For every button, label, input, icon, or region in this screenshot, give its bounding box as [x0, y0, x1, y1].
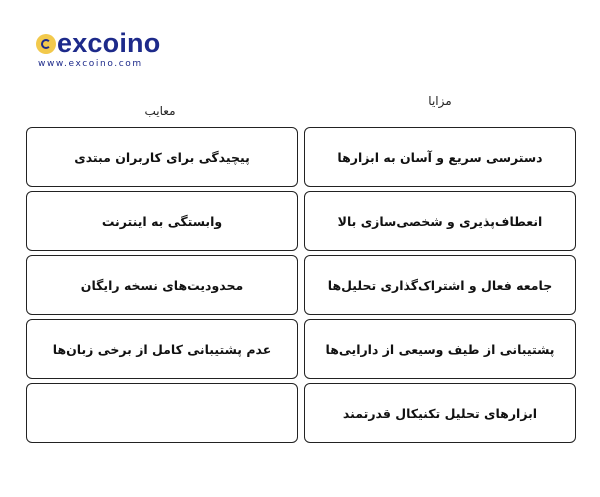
advantage-cell: پشتیبانی از طیف وسیعی از دارایی‌ها: [304, 319, 576, 379]
disadvantages-header: معایب: [144, 104, 176, 118]
disadvantage-cell-empty: [26, 383, 298, 443]
disadvantage-cell: وابستگی به اینترنت: [26, 191, 298, 251]
advantage-cell: دسترسی سریع و آسان به ابزارها: [304, 127, 576, 187]
advantage-cell: انعطاف‌پذیری و شخصی‌سازی بالا: [304, 191, 576, 251]
advantage-cell: ابزارهای تحلیل تکنیکال قدرتمند: [304, 383, 576, 443]
disadvantage-cell: محدودیت‌های نسخه رایگان: [26, 255, 298, 315]
advantage-cell: جامعه فعال و اشتراک‌گذاری تحلیل‌ها: [304, 255, 576, 315]
logo-wordmark: [36, 28, 176, 58]
advantages-header: مزایا: [428, 94, 452, 108]
logo-url: www.excoino.com: [38, 59, 143, 69]
bitcoin-coin-icon: [36, 34, 56, 54]
disadvantage-cell: پیچیدگی برای کاربران مبتدی: [26, 127, 298, 187]
disadvantage-cell: عدم پشتیبانی کامل از برخی زبان‌ها: [26, 319, 298, 379]
logo-wordmark-text: excoino: [57, 28, 161, 58]
advantages-column: [304, 127, 576, 447]
excoino-logo: [36, 28, 176, 69]
disadvantages-column: [26, 127, 298, 447]
